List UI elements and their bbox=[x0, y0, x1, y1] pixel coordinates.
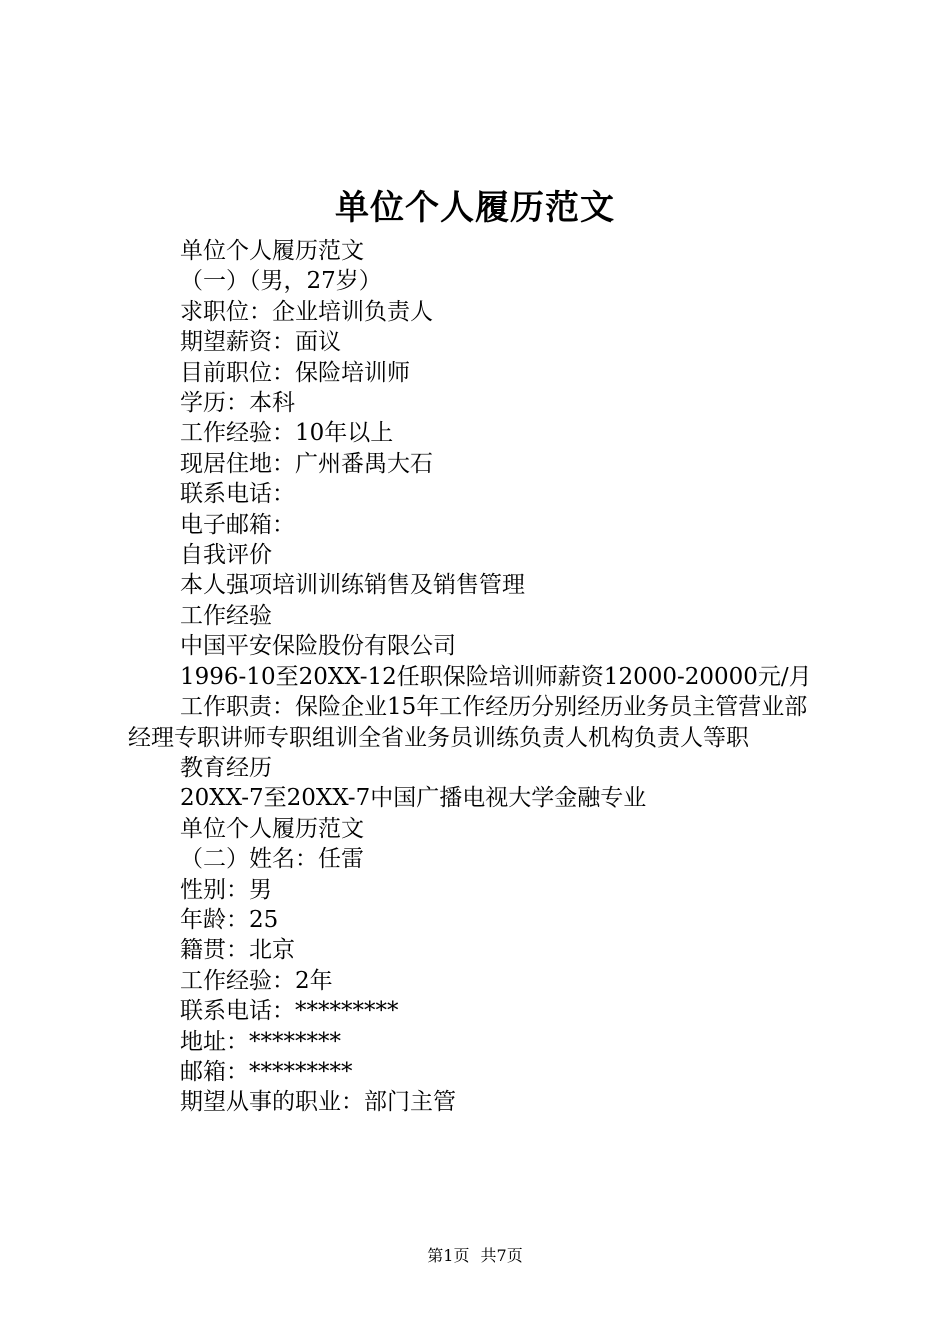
paragraph: 学历：本科 bbox=[180, 390, 295, 417]
paragraph: 地址：******** bbox=[180, 1028, 341, 1055]
paragraph: 现居住地：广州番禺大石 bbox=[180, 450, 433, 477]
page-total: 共7页 bbox=[480, 1246, 523, 1265]
paragraph: 求职位：企业培训负责人 bbox=[180, 298, 433, 325]
paragraph: 20XX-7至20XX-7中国广播电视大学金融专业 bbox=[180, 785, 647, 812]
paragraph: 籍贯：北京 bbox=[180, 937, 295, 964]
paragraph: 本人强项培训训练销售及销售管理 bbox=[180, 572, 525, 599]
paragraph: 自我评价 bbox=[180, 542, 272, 569]
page-footer bbox=[0, 1244, 950, 1268]
paragraph: 工作经验：2年 bbox=[180, 967, 333, 994]
paragraph: 联系电话： bbox=[180, 481, 295, 508]
paragraph: 中国平安保险股份有限公司 bbox=[180, 633, 456, 660]
paragraph: 单位个人履历范文 bbox=[180, 238, 364, 264]
paragraph: 工作经验：10年以上 bbox=[180, 420, 394, 447]
paragraph: 期望薪资：面议 bbox=[180, 329, 341, 356]
document-body bbox=[128, 236, 830, 1118]
page-number: 第1页 bbox=[427, 1246, 470, 1265]
paragraph: 联系电话：********* bbox=[180, 998, 399, 1025]
paragraph: （一）（男，27岁） bbox=[180, 268, 382, 295]
paragraph: 工作职责：保险企业15年工作经历分别经历业务员主管营业部经理专职讲师专职组训全省业务员训练负责人机构负责人等职 bbox=[128, 694, 808, 751]
paragraph: 年龄：25 bbox=[180, 906, 279, 933]
paragraph: 单位个人履历范文 bbox=[180, 815, 364, 842]
paragraph: 工作经验 bbox=[180, 602, 272, 629]
document-title: 单位个人履历范文 bbox=[335, 188, 615, 228]
paragraph: 电子邮箱： bbox=[180, 511, 295, 538]
paragraph: （二）姓名：任雷 bbox=[180, 846, 364, 873]
paragraph: 邮箱：********* bbox=[180, 1058, 353, 1085]
paragraph: 1996-10至20XX-12任职保险培训师薪资12000-20000元/月 bbox=[180, 663, 812, 690]
paragraph: 性别：男 bbox=[180, 876, 272, 903]
paragraph: 期望从事的职业：部门主管 bbox=[180, 1089, 456, 1116]
paragraph: 目前职位：保险培训师 bbox=[180, 359, 410, 386]
paragraph: 教育经历 bbox=[180, 754, 272, 781]
